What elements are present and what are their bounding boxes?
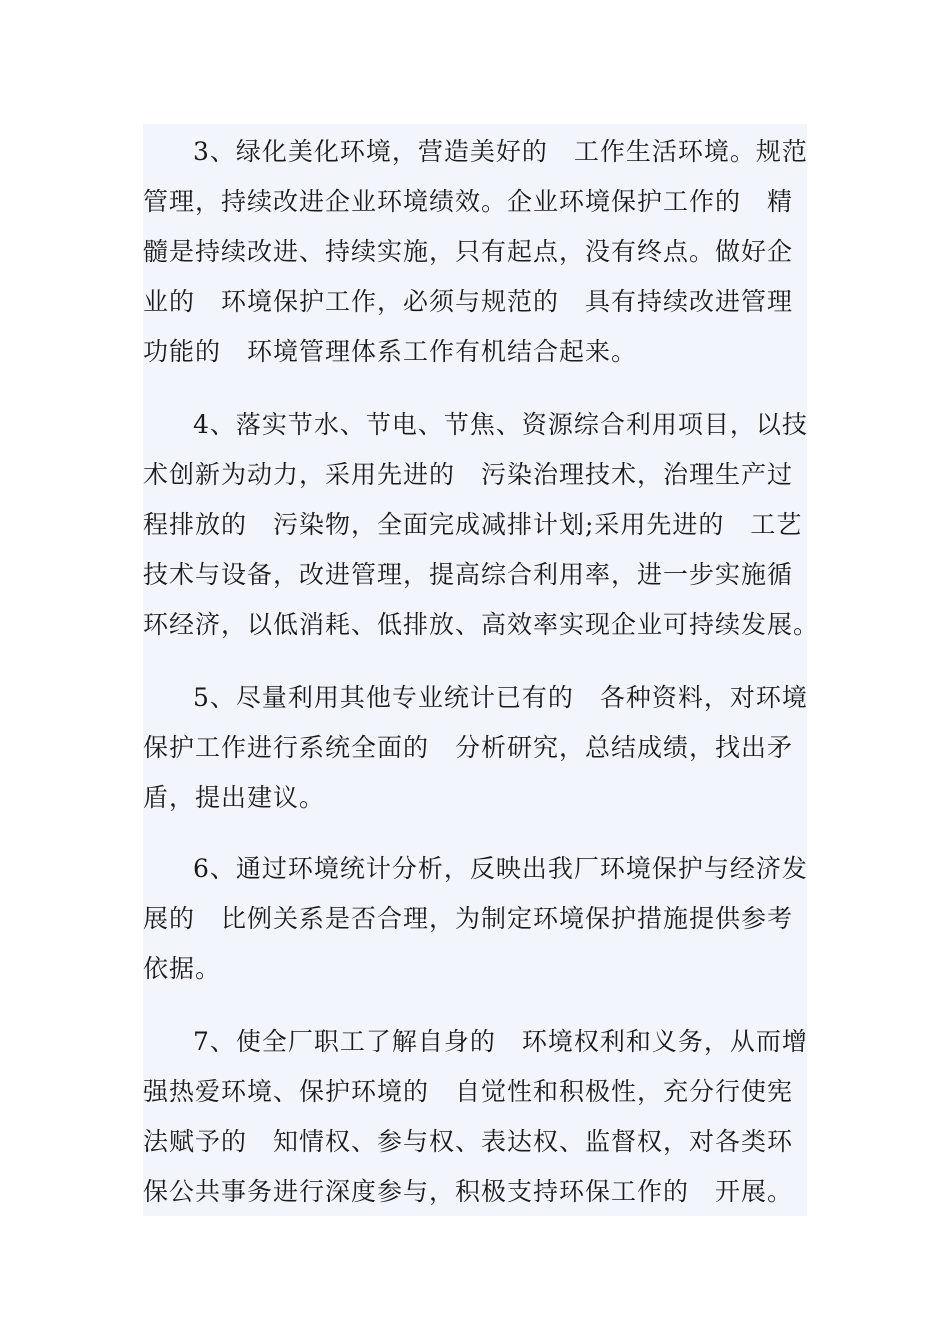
text-line: 强热爱环境、保护环境的 自觉性和积极性，充分行使宪	[143, 1077, 794, 1106]
paragraph-3	[143, 127, 807, 377]
text-line: 3、绿化美化环境，营造美好的 工作生活环境。规范	[193, 137, 808, 166]
text-line: 6、通过环境统计分析，反映出我厂环境保护与经济发	[193, 854, 808, 883]
text-line: 保护工作进行系统全面的 分析研究，总结成绩，找出矛	[143, 733, 794, 762]
paragraph-5	[143, 673, 807, 823]
text-line: 7、使全厂职工了解自身的 环境权利和义务，从而增	[193, 1027, 808, 1056]
text-line: 功能的 环境管理体系工作有机结合起来。	[143, 337, 638, 366]
text-line: 环经济，以低消耗、低排放、高效率实现企业可持续发展。	[143, 610, 820, 639]
paragraph-6	[143, 844, 807, 994]
text-line: 5、尽量利用其他专业统计已有的 各种资料，对环境	[193, 683, 808, 712]
text-line: 4、落实节水、节电、节焦、资源综合利用项目，以技	[193, 410, 808, 439]
text-line: 法赋予的 知情权、参与权、表达权、监督权，对各类环	[143, 1127, 794, 1156]
text-line: 髓是持续改进、持续实施，只有起点，没有终点。做好企	[143, 237, 794, 266]
paragraph-7	[143, 1017, 807, 1217]
paragraph-4	[143, 400, 820, 650]
text-line: 术创新为动力，采用先进的 污染治理技术，治理生产过	[143, 460, 794, 489]
text-line: 保公共事务进行深度参与，积极支持环保工作的 开展。	[143, 1177, 794, 1206]
text-line: 展的 比例关系是否合理，为制定环境保护措施提供参考	[143, 904, 794, 933]
text-line: 盾，提出建议。	[143, 783, 326, 812]
text-line: 依据。	[143, 954, 222, 983]
text-line: 业的 环境保护工作，必须与规范的 具有持续改进管理	[143, 287, 794, 316]
text-line: 管理，持续改进企业环境绩效。企业环境保护工作的 精	[143, 187, 794, 216]
text-line: 技术与设备，改进管理，提高综合利用率，进一步实施循	[143, 560, 794, 589]
document-text-block	[143, 124, 820, 1216]
text-line: 程排放的 污染物，全面完成减排计划;采用先进的 工艺	[143, 510, 803, 539]
